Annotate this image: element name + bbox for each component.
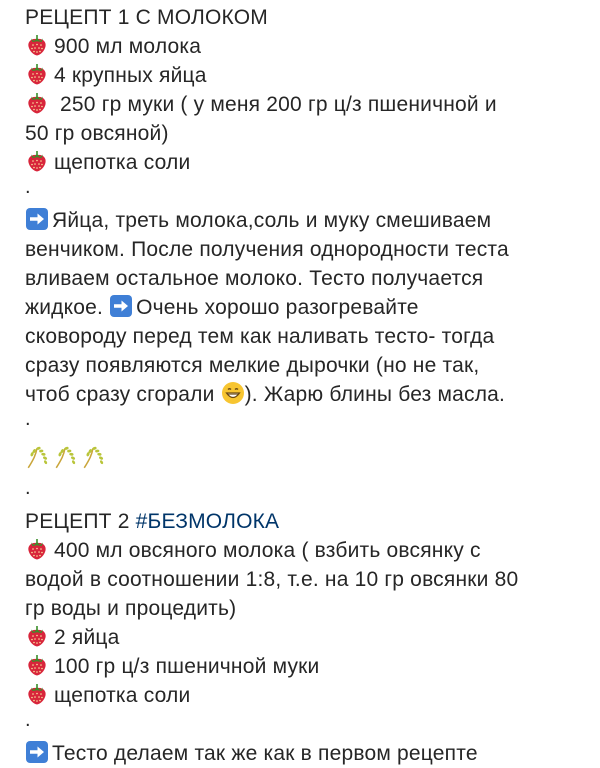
ingredient-line [25,536,585,565]
arrow-right-icon [109,294,133,318]
ingredient-text: щепотка соли [54,151,191,174]
instruction-line: сковороду перед тем как наливать тесто- тогда [25,325,495,348]
instruction-text: Тесто делаем так же как в первом рецепте [52,742,478,765]
ingredient-line [25,148,585,177]
instruction-line: сразу появляются мелкие дырочки (но не так, [25,354,480,377]
ingredient-text: 900 мл молока [54,35,202,58]
strawberry-icon [25,653,49,677]
instruction-text: Яйца, треть молока,соль и муку смешиваем [52,209,492,232]
instruction-text: жидкое. [25,296,110,319]
ingredient-continuation: гр воды и процедить) [25,597,237,620]
dot-separator: . [25,709,31,731]
ingredient-line [25,623,585,652]
wheat-icon [25,444,51,470]
recipe-2-title-text: РЕЦЕПТ 2 [25,510,136,533]
strawberry-icon [25,62,49,86]
strawberry-icon [25,149,49,173]
instruction-line [25,739,585,768]
strawberry-icon [25,537,49,561]
arrow-right-icon [25,740,49,764]
instruction-line [25,380,585,409]
hashtag-link[interactable]: #БЕЗМОЛОКА [135,510,280,533]
dot-separator: . [25,176,31,198]
wheat-icon [53,444,79,470]
ingredient-text: 4 крупных яйца [54,64,207,87]
instruction-line: вливаем остальное молоко. Тесто получается [25,267,484,290]
instruction-text: ). Жарю блины без масла. [244,383,506,406]
instruction-line [25,206,585,235]
ingredient-text: 250 гр муки ( у меня 200 гр ц/з пшеничной и [54,93,497,116]
ingredient-continuation: 50 гр овсяной) [25,122,169,145]
instruction-line: венчиком. После получения однородности теста [25,238,509,261]
instruction-text: Очень хорошо разогревайте [136,296,419,319]
ingredient-line [25,61,585,90]
strawberry-icon [25,33,49,57]
ingredient-line [25,652,585,681]
ingredient-continuation: водой в соотношении 1:8, т.е. на 10 гр овсянки 80 [25,568,519,591]
strawberry-icon [25,682,49,706]
grinning-face-icon [221,381,245,405]
strawberry-icon [25,624,49,648]
ingredient-line [25,32,585,61]
ingredient-text: 100 гр ц/з пшеничной муки [54,655,320,678]
ingredient-text: 2 яйца [54,626,120,649]
wheat-divider [25,438,585,478]
ingredient-text: щепотка соли [54,684,191,707]
dot-separator: . [25,477,31,499]
post-caption [25,3,585,768]
ingredient-line [25,681,585,710]
wheat-icon [81,444,107,470]
recipe-2-title [25,507,585,536]
ingredient-line [25,90,585,119]
instruction-text: чтоб сразу сгорали [25,383,221,406]
arrow-right-icon [25,207,49,231]
dot-separator: . [25,408,31,430]
recipe-1-title: РЕЦЕПТ 1 С МОЛОКОМ [25,6,268,29]
ingredient-text: 400 мл овсяного молока ( взбить овсянку с [54,539,481,562]
instruction-line [25,293,585,322]
strawberry-icon [25,91,49,115]
